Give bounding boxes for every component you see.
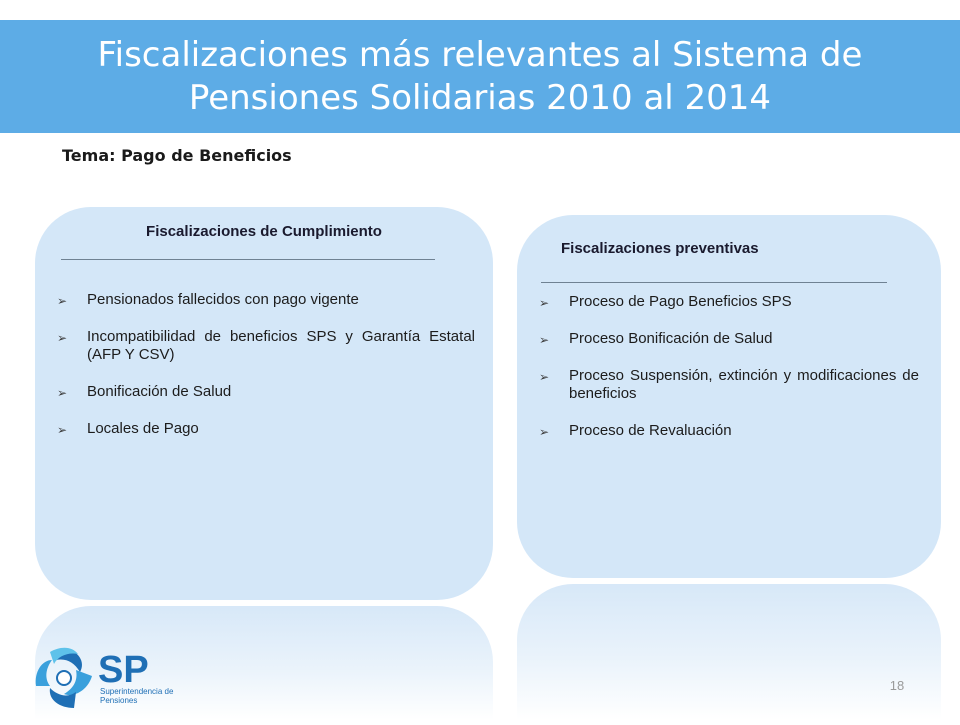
slide-subtitle: Tema: Pago de Beneficios xyxy=(62,146,292,165)
sp-logo-icon xyxy=(30,638,180,720)
list-item-text: Locales de Pago xyxy=(87,420,199,437)
arrow-bullet-icon: ➢ xyxy=(539,370,550,384)
preventive-card-divider xyxy=(541,282,887,283)
list-item xyxy=(539,293,919,311)
logo-mark: SP xyxy=(98,649,149,691)
list-item-text: Proceso Suspensión, extinción y modificaciones de beneficios xyxy=(569,367,919,402)
list-item xyxy=(539,367,919,403)
preventive-card-reflection xyxy=(517,584,941,720)
compliance-card-title: Fiscalizaciones de Cumplimiento xyxy=(146,223,382,240)
compliance-card xyxy=(35,207,493,600)
logo-line2: Pensiones xyxy=(100,696,138,705)
page-number: 18 xyxy=(889,678,905,693)
compliance-card-divider xyxy=(61,259,435,260)
list-item-text: Bonificación de Salud xyxy=(87,383,232,400)
list-item xyxy=(57,420,475,438)
list-item xyxy=(57,328,475,364)
preventive-list xyxy=(539,293,919,459)
arrow-bullet-icon: ➢ xyxy=(57,294,68,308)
list-item-text: Proceso de Pago Beneficios SPS xyxy=(569,293,792,310)
list-item xyxy=(539,330,919,348)
arrow-bullet-icon: ➢ xyxy=(57,386,68,400)
list-item-text: Incompatibilidad de beneficios SPS y Garantía Estatal (AFP Y CSV) xyxy=(87,328,475,363)
arrow-bullet-icon: ➢ xyxy=(539,425,550,439)
list-item-text: Proceso de Revaluación xyxy=(569,422,732,439)
arrow-bullet-icon: ➢ xyxy=(57,331,68,345)
compliance-list xyxy=(57,291,475,457)
logo-line1: Superintendencia de xyxy=(100,687,174,696)
arrow-bullet-icon: ➢ xyxy=(57,423,68,437)
list-item xyxy=(57,291,475,309)
slide-title: Fiscalizaciones más relevantes al Sistema de Pensiones Solidarias 2010 al 2014 xyxy=(97,34,863,118)
arrow-bullet-icon: ➢ xyxy=(539,333,550,347)
title-bar xyxy=(0,20,960,133)
list-item-text: Proceso Bonificación de Salud xyxy=(569,330,773,347)
list-item xyxy=(57,383,475,401)
preventive-card xyxy=(517,215,941,578)
arrow-bullet-icon: ➢ xyxy=(539,296,550,310)
sp-logo xyxy=(30,638,180,720)
preventive-card-title: Fiscalizaciones preventivas xyxy=(561,240,759,257)
list-item-text: Pensionados fallecidos con pago vigente xyxy=(87,291,359,308)
list-item xyxy=(539,422,919,440)
